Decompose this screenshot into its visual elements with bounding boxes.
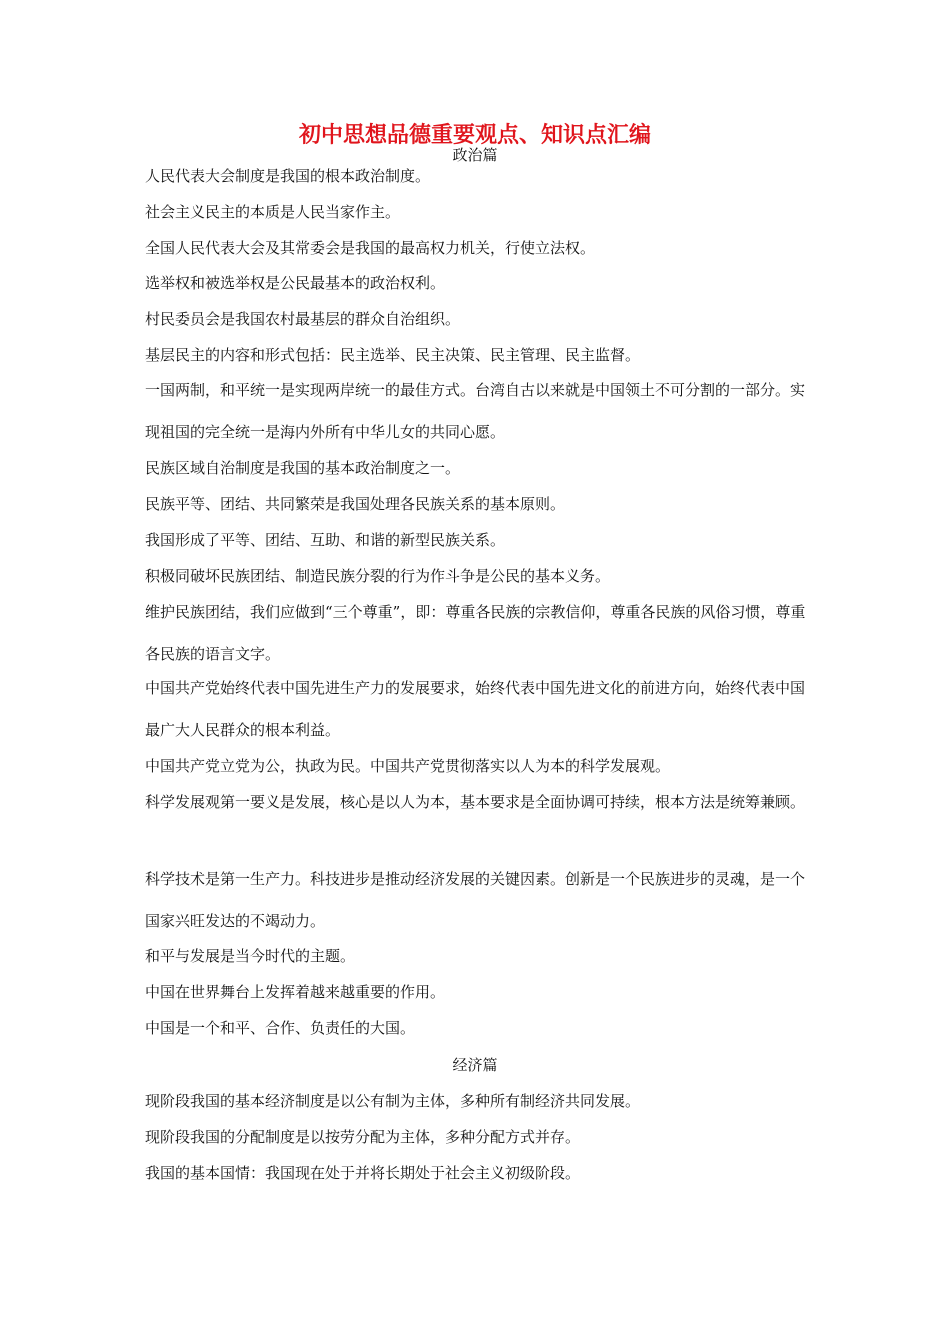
paragraph: 社会主义民主的本质是人民当家作主。 [145,203,401,221]
paragraph: 我国形成了平等、团结、互助、和谐的新型民族关系。 [145,531,506,549]
paragraph: 中国是一个和平、合作、负责任的大国。 [145,1019,416,1037]
paragraph: 基层民主的内容和形式包括：民主选举、民主决策、民主管理、民主监督。 [145,346,641,364]
paragraph: 一国两制，和平统一是实现两岸统一的最佳方式。台湾自古以来就是中国领土不可分割的一部分。实现祖国的完全统一是海内外所有中华儿女的共同心愿。 [145,381,806,441]
paragraph: 现阶段我国的分配制度是以按劳分配为主体，多种分配方式并存。 [145,1128,581,1146]
paragraph: 选举权和被选举权是公民最基本的政治权利。 [145,274,446,292]
document-title: 初中思想品德重要观点、知识点汇编 [298,123,651,148]
paragraph: 我国的基本国情：我国现在处于并将长期处于社会主义初级阶段。 [145,1164,581,1182]
paragraph: 民族平等、团结、共同繁荣是我国处理各民族关系的基本原则。 [145,495,566,513]
paragraph: 科学发展观第一要义是发展，核心是以人为本，基本要求是全面协调可持续，根本方法是统筹兼顾。 [145,793,806,811]
paragraph: 现阶段我国的基本经济制度是以公有制为主体，多种所有制经济共同发展。 [145,1092,641,1110]
paragraph: 和平与发展是当今时代的主题。 [145,947,356,965]
paragraph: 科学技术是第一生产力。科技进步是推动经济发展的关键因素。创新是一个民族进步的灵魂，是一个国家兴旺发达的不竭动力。 [145,870,806,930]
paragraph: 村民委员会是我国农村最基层的群众自治组织。 [145,310,461,328]
paragraph: 维护民族团结，我们应做到“三个尊重”，即：尊重各民族的宗教信仰，尊重各民族的风俗习惯，尊重各民族的语言文字。 [145,603,806,663]
section-heading-politics: 政治篇 [452,146,498,164]
paragraph: 中国在世界舞台上发挥着越来越重要的作用。 [145,983,446,1001]
paragraph: 民族区域自治制度是我国的基本政治制度之一。 [145,459,461,477]
paragraph: 中国共产党始终代表中国先进生产力的发展要求，始终代表中国先进文化的前进方向，始终代表中国最广大人民群众的根本利益。 [145,679,806,739]
paragraph: 全国人民代表大会及其常委会是我国的最高权力机关，行使立法权。 [145,239,596,257]
paragraph: 积极同破坏民族团结、制造民族分裂的行为作斗争是公民的基本义务。 [145,567,611,585]
section-heading-economics: 经济篇 [452,1056,498,1074]
paragraph: 中国共产党立党为公，执政为民。中国共产党贯彻落实以人为本的科学发展观。 [145,757,671,775]
paragraph: 人民代表大会制度是我国的根本政治制度。 [145,167,431,185]
